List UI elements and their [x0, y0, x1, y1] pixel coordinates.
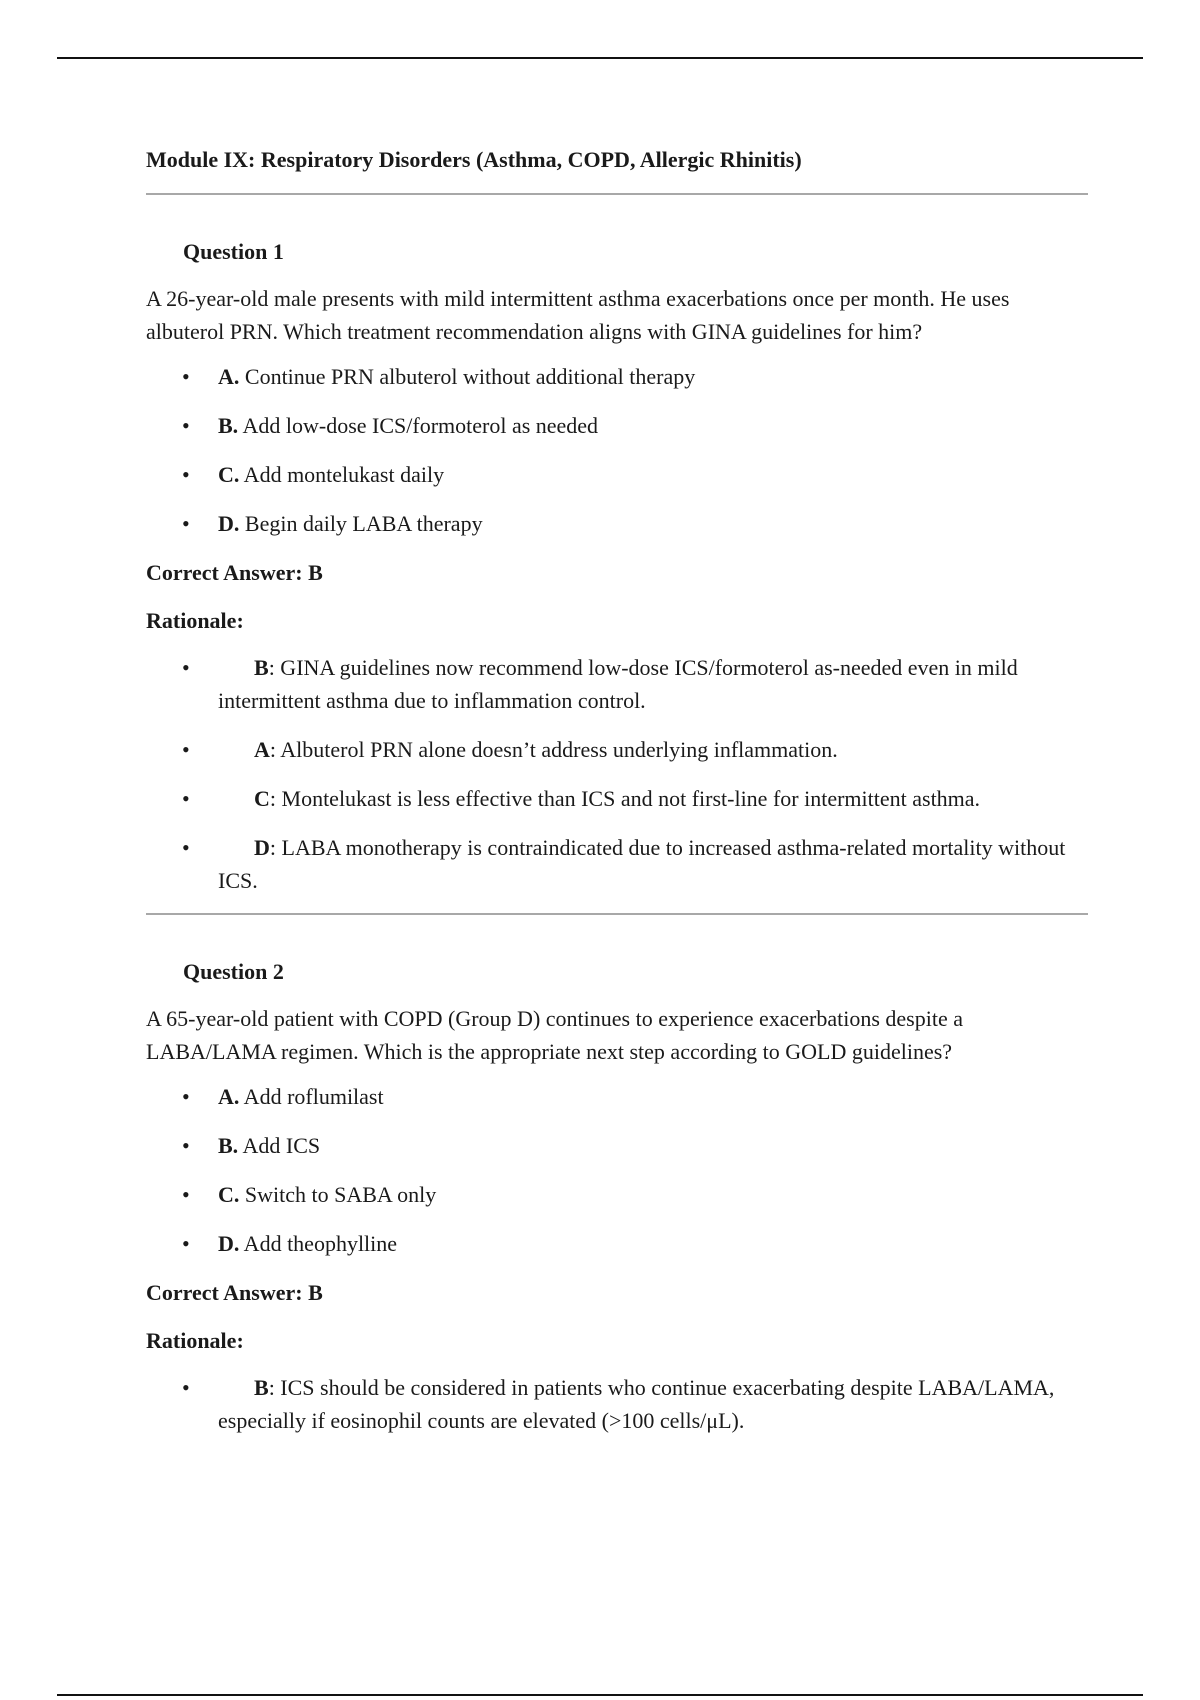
option-c	[146, 458, 1088, 491]
section-divider	[146, 193, 1088, 195]
option-text: Continue PRN albuterol without additional therapy	[239, 364, 696, 389]
rationale-item	[146, 831, 1088, 897]
correct-answer: Correct Answer: B	[146, 560, 323, 585]
question-heading: Question 2	[183, 959, 284, 984]
option-text: Begin daily LABA therapy	[239, 511, 483, 536]
rationale-list	[146, 651, 1088, 897]
rationale-text: : GINA guidelines now recommend low-dose ICS/formoterol as-needed even in mild intermittent asthma due to inflammation control.	[218, 655, 1018, 713]
option-a	[146, 360, 1088, 393]
rationale-item	[146, 1371, 1088, 1437]
option-b	[146, 1129, 1088, 1162]
option-letter: B.	[218, 413, 239, 438]
rationale-label: Rationale:	[146, 1328, 244, 1353]
rationale-text: : ICS should be considered in patients who continue exacerbating despite LABA/LAMA, especially if eosinophil counts are elevated (>100 cells/μL).	[218, 1375, 1055, 1433]
option-text: Add theophylline	[239, 1231, 398, 1256]
rationale-list	[146, 1371, 1088, 1437]
answer-options	[146, 360, 1088, 540]
option-letter: D.	[218, 511, 240, 536]
option-a	[146, 1080, 1088, 1113]
rationale-item	[146, 782, 1088, 815]
option-text: Switch to SABA only	[239, 1182, 437, 1207]
option-letter: C.	[218, 462, 240, 487]
question-stem: A 65-year-old patient with COPD (Group D) continues to experience exacerbations despite a LABA/LAMA regimen. Which is the appropriate next step according to GOLD guidelines?	[146, 1006, 963, 1064]
rationale-letter: D	[254, 835, 270, 860]
document-content	[146, 140, 1088, 1453]
rationale-item	[146, 651, 1088, 717]
question-heading: Question 1	[183, 239, 284, 264]
option-letter: B.	[218, 1133, 239, 1158]
rationale-item	[146, 733, 1088, 766]
correct-answer: Correct Answer: B	[146, 1280, 323, 1305]
rationale-letter: A	[254, 737, 270, 762]
answer-options	[146, 1080, 1088, 1260]
rationale-text: : Montelukast is less effective than ICS and not first-line for intermittent asthma.	[269, 786, 981, 811]
option-text: Add montelukast daily	[239, 462, 445, 487]
rationale-letter: B	[254, 1375, 269, 1400]
option-c	[146, 1178, 1088, 1211]
option-d	[146, 1227, 1088, 1260]
rationale-label: Rationale:	[146, 608, 244, 633]
option-letter: C.	[218, 1182, 240, 1207]
question-2	[146, 955, 1088, 1437]
rationale-letter: C	[254, 786, 270, 811]
option-text: Add roflumilast	[239, 1084, 384, 1109]
page-bottom-rule	[57, 1694, 1143, 1696]
option-text: Add ICS	[238, 1133, 321, 1158]
option-b	[146, 409, 1088, 442]
rationale-text: : Albuterol PRN alone doesn’t address underlying inflammation.	[269, 737, 838, 762]
option-text: Add low-dose ICS/formoterol as needed	[238, 413, 599, 438]
module-title: Module IX: Respiratory Disorders (Asthma, COPD, Allergic Rhinitis)	[146, 147, 802, 172]
option-letter: D.	[218, 1231, 240, 1256]
question-stem: A 26-year-old male presents with mild intermittent asthma exacerbations once per month. He uses albuterol PRN. Which treatment recommendation aligns with GINA guidelines for him?	[146, 286, 1010, 344]
option-d	[146, 507, 1088, 540]
option-letter: A.	[218, 364, 240, 389]
option-letter: A.	[218, 1084, 240, 1109]
question-1	[146, 235, 1088, 897]
rationale-text: : LABA monotherapy is contraindicated due to increased asthma-related mortality without ICS.	[218, 835, 1066, 893]
rationale-letter: B	[254, 655, 269, 680]
section-divider	[146, 913, 1088, 915]
page-top-rule	[57, 57, 1143, 59]
